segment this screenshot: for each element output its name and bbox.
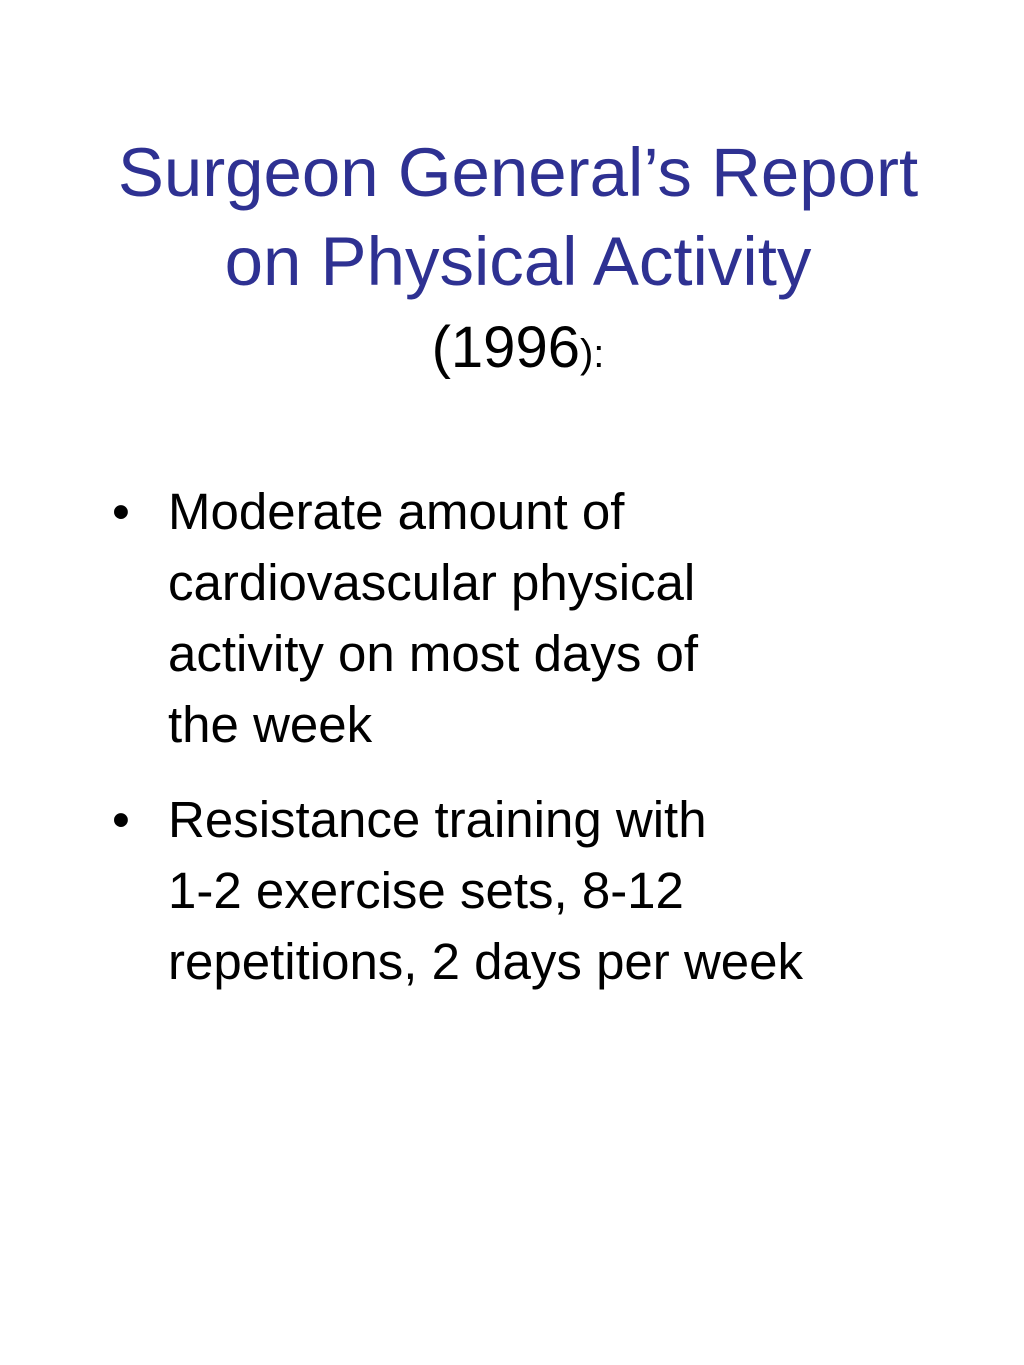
title-year-suffix: ): <box>579 332 605 376</box>
bullet-text-line: the week <box>168 696 373 753</box>
bullet-text-line: repetitions, 2 days per week <box>168 933 804 990</box>
title-line-1: Surgeon General’s Report <box>117 134 919 211</box>
bullet-list <box>112 476 992 1021</box>
title-year-value: (1996 <box>431 315 580 380</box>
bullet-text-line: cardiovascular physical <box>168 554 696 611</box>
bullet-text-line: activity on most days of <box>168 625 699 682</box>
title-line-2: on Physical Activity <box>224 223 812 300</box>
bullet-text-line: Resistance training with <box>168 791 707 848</box>
bullet-text-line: 1-2 exercise sets, 8-12 <box>168 862 684 919</box>
bullet-marker: • <box>112 791 130 848</box>
title-year <box>0 306 1024 396</box>
bullet-item <box>112 476 992 760</box>
bullet-text-line: Moderate amount of <box>168 483 625 540</box>
bullet-marker: • <box>112 483 130 540</box>
slide-title <box>0 128 1024 396</box>
bullet-item <box>112 784 992 997</box>
